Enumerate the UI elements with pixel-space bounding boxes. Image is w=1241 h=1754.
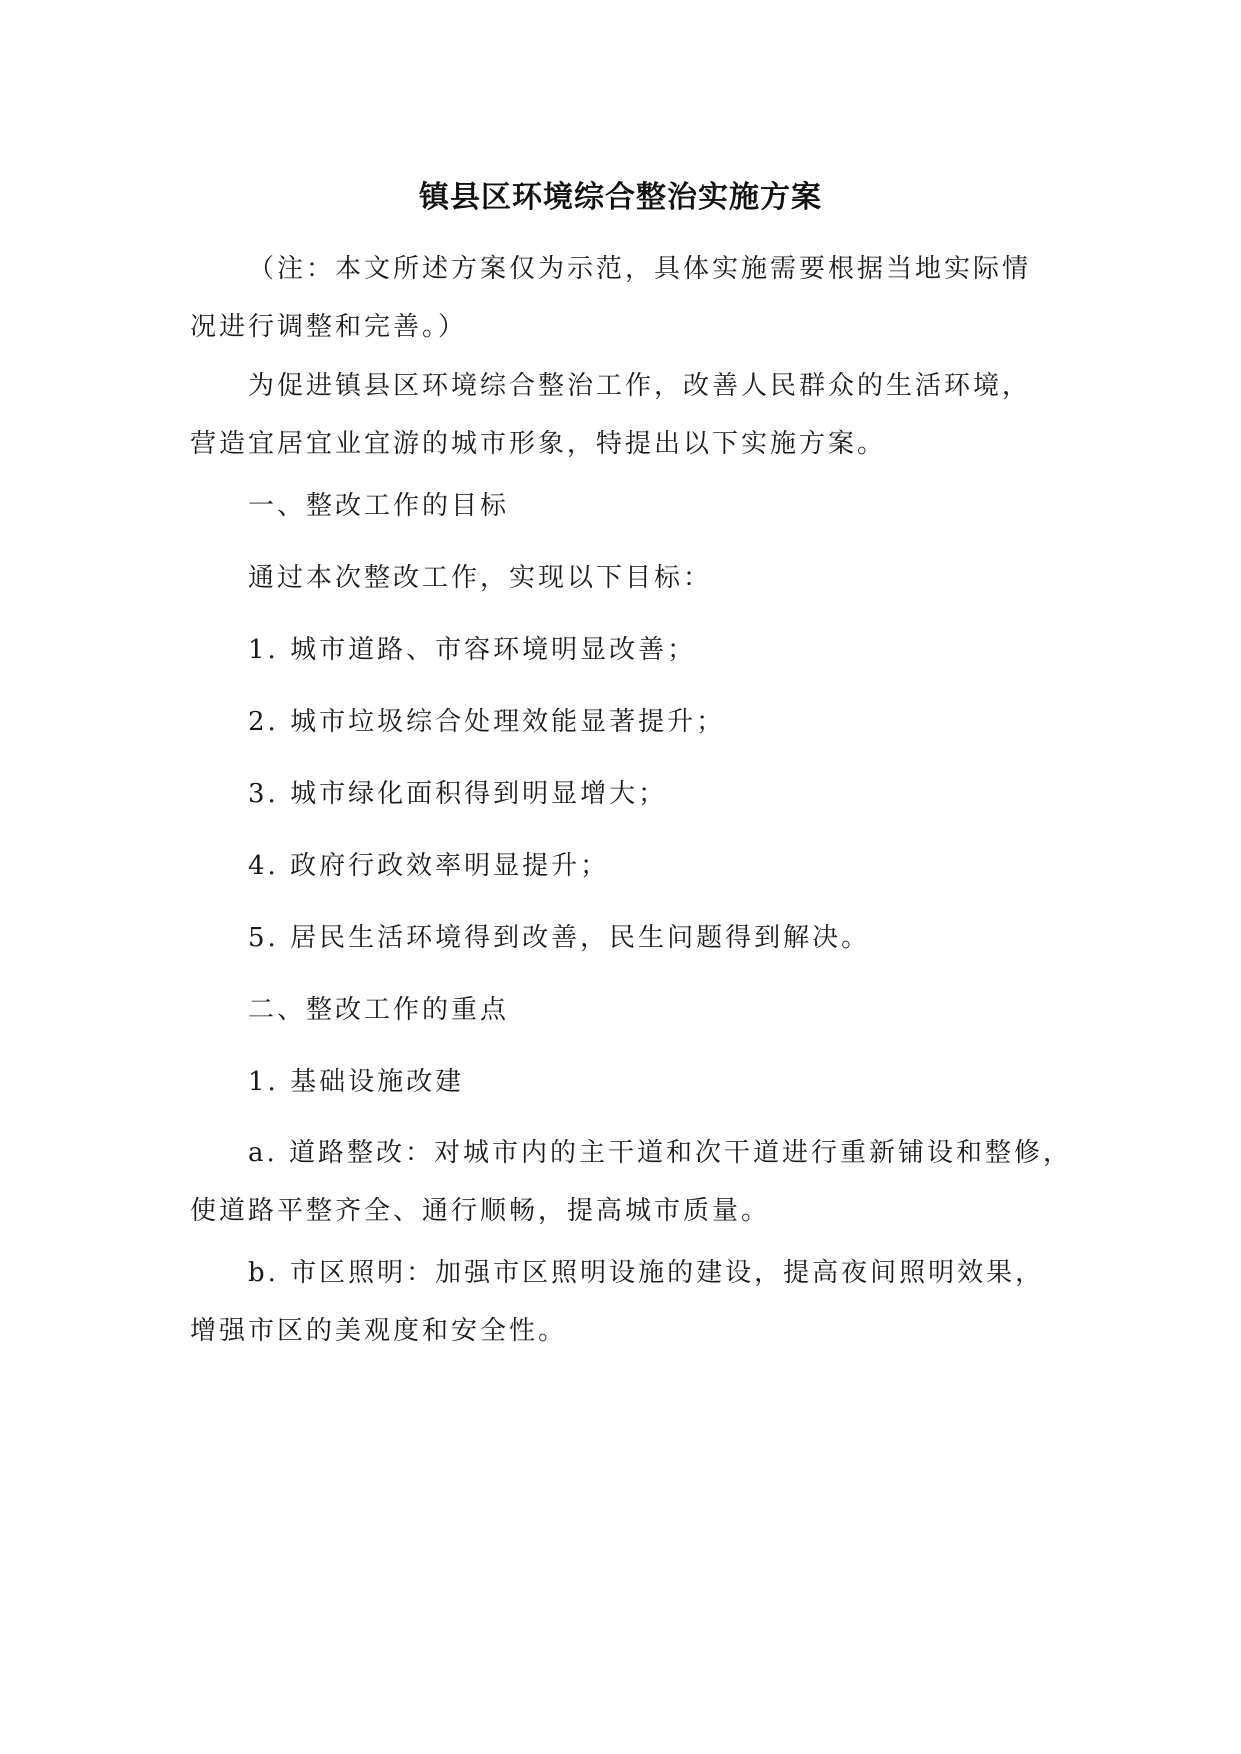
paragraph-line: 营造宜居宜业宜游的城市形象，特提出以下实施方案。	[190, 429, 887, 459]
paragraph-line: 1. 基础设施改建	[248, 1067, 465, 1097]
road-paragraph	[190, 1124, 1073, 1240]
list-item	[248, 621, 1128, 679]
paragraph-line: 增强市区的美观度和安全性。	[190, 1316, 568, 1346]
paragraph-line: 一、整改工作的目标	[248, 491, 510, 521]
intro-paragraph	[190, 357, 1070, 473]
paragraph-line: 3. 城市绿化面积得到明显增大；	[248, 779, 668, 809]
paragraph-line: b. 市区照明：加强市区照明设施的建设，提高夜间照明效果，	[248, 1258, 1045, 1288]
note-paragraph	[190, 240, 1070, 356]
paragraph-line: （注：本文所述方案仅为示范，具体实施需要根据当地实际情	[248, 254, 1032, 284]
paragraph-line: 况进行调整和完善。）	[190, 312, 468, 342]
paragraph-line: 使道路平整齐全、通行顺畅，提高城市质量。	[190, 1196, 771, 1226]
paragraph-line: 通过本次整改工作，实现以下目标：	[248, 563, 713, 593]
list-item	[248, 909, 1128, 967]
list-item	[248, 693, 1128, 751]
subsection-heading	[248, 1053, 1128, 1111]
section-heading-focus	[248, 981, 1128, 1039]
paragraph-line: 2. 城市垃圾综合处理效能显著提升；	[248, 707, 726, 737]
paragraph-line: 4. 政府行政效率明显提升；	[248, 851, 610, 881]
section-heading-goals	[248, 477, 1128, 535]
list-item	[248, 837, 1128, 895]
paragraph-line: 为促进镇县区环境综合整治工作，改善人民群众的生活环境，	[248, 371, 1032, 401]
goals-intro	[248, 549, 1128, 607]
document-title: 镇县区环境综合整治实施方案	[419, 180, 822, 215]
list-item	[248, 765, 1128, 823]
paragraph-line: 5. 居民生活环境得到改善，民生问题得到解决。	[248, 923, 871, 953]
paragraph-line: 二、整改工作的重点	[248, 995, 510, 1025]
paragraph-line: a. 道路整改：对城市内的主干道和次干道进行重新铺设和整修，	[248, 1138, 1073, 1168]
lighting-paragraph	[190, 1244, 1070, 1360]
paragraph-line: 1. 城市道路、市容环境明显改善；	[248, 635, 697, 665]
